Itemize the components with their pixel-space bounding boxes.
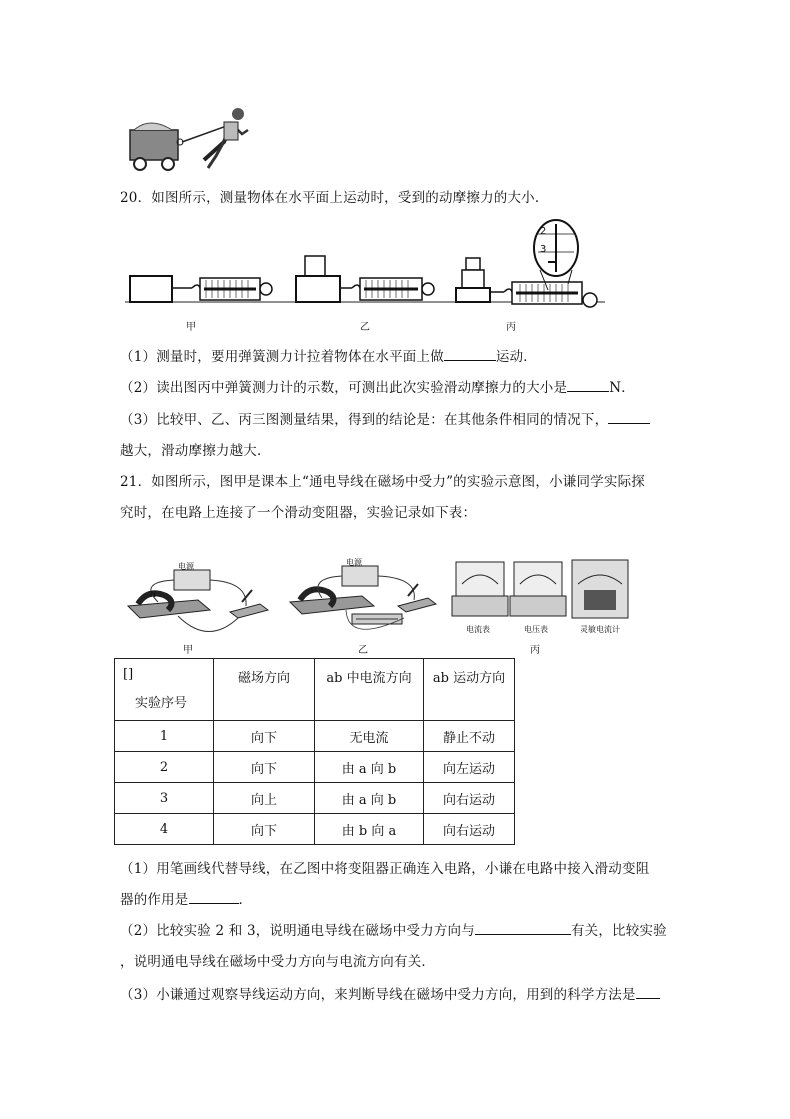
meters-bing (452, 560, 628, 618)
table-row: 4 向下 由 b 向 a 向右运动 (115, 814, 515, 845)
fig20-label-bing: 丙 (506, 322, 516, 333)
setup-bing (456, 220, 597, 307)
answer-blank[interactable] (636, 986, 660, 999)
header-motion-direction: ab 运动方向 (424, 659, 515, 721)
scale-mark-3: 3 (540, 244, 547, 255)
answer-blank[interactable] (608, 411, 650, 424)
fig21-label-jia: 甲 (183, 645, 193, 656)
q21-sub1-line1: （1）用笔画线代替导线，在乙图中将变阻器正确连入电路，小谦在电路中接入滑动变阻 (120, 861, 650, 877)
q20-stem: 20．如图所示，测量物体在水平面上运动时，受到的动摩擦力的大小． (120, 190, 549, 206)
q21-sub2-line1: （2）比较实验 2 和 3，说明通电导线在磁场中受力方向与 有关，比较实验 (120, 923, 667, 939)
fig20-label-yi: 乙 (360, 322, 370, 333)
corner-cell: [] 实验序号 (115, 659, 214, 721)
q21-stem-line1: 21．如图所示，图甲是课本上“通电导线在磁场中受力”的实验示意图，小谦同学实际探 (120, 474, 645, 490)
q21-sub2-line2: ，说明通电导线在磁场中受力方向与电流方向有关． (120, 954, 436, 970)
fig21-label-bing: 丙 (530, 645, 540, 656)
magnet-n-label: N (150, 590, 156, 599)
fig21-label-yi: 乙 (358, 645, 368, 656)
power-supply-label-yi: 电源 (346, 558, 362, 567)
answer-blank[interactable] (444, 348, 496, 361)
scale-mark-2: 2 (540, 226, 547, 237)
q21-stem-line2: 究时，在电路上连接了一个滑动变阻器，实验记录如下表： (120, 505, 477, 521)
setup-yi (296, 256, 434, 302)
q20-sub3-line1: （3）比较甲、乙、丙三图测量结果，得到的结论是：在其他条件相同的情况下， (120, 408, 650, 428)
table-row: 2 向下 由 a 向 b 向左运动 (115, 752, 515, 783)
q21-sub3-line1: （3）小谦通过观察导线运动方向，来判断导线在磁场中受力方向，用到的科学方法是 (120, 983, 660, 1003)
answer-blank[interactable] (475, 922, 571, 935)
power-supply-label-jia: 电源 (178, 562, 194, 571)
fig20-label-jia: 甲 (186, 322, 196, 333)
answer-blank[interactable] (189, 891, 239, 904)
answer-blank[interactable] (567, 379, 609, 392)
apparatus-jia (128, 570, 268, 632)
table-row: 1 向下 无电流 静止不动 (115, 721, 515, 752)
experiment-record-table (114, 658, 515, 845)
q21-experiment-figure (118, 552, 648, 658)
boy-pulling-cart-illustration (120, 108, 270, 178)
q20-sub1: （1）测量时，要用弹簧测力计拉着物体在水平面上做 运动． (120, 349, 537, 365)
galvanometer-label: 灵敏电流计 (580, 625, 620, 634)
q20-sub3-line2: 越大，滑动摩擦力越大． (120, 443, 271, 459)
ammeter-label: 电流表 (466, 625, 490, 634)
table-row: 3 向上 由 a 向 b 向右运动 (115, 783, 515, 814)
table-header-row (115, 659, 515, 721)
header-magnetic-field: 磁场方向 (214, 659, 315, 721)
q20-sub2: （2）读出图丙中弹簧测力计的示数，可测出此次实验滑动摩擦力的大小是 N． (120, 380, 635, 396)
setup-jia (130, 276, 272, 302)
voltmeter-label: 电压表 (524, 625, 548, 634)
header-current-direction: ab 中电流方向 (315, 659, 424, 721)
apparatus-yi (290, 566, 436, 629)
q21-sub1-line2: 器的作用是 ． (120, 892, 253, 908)
